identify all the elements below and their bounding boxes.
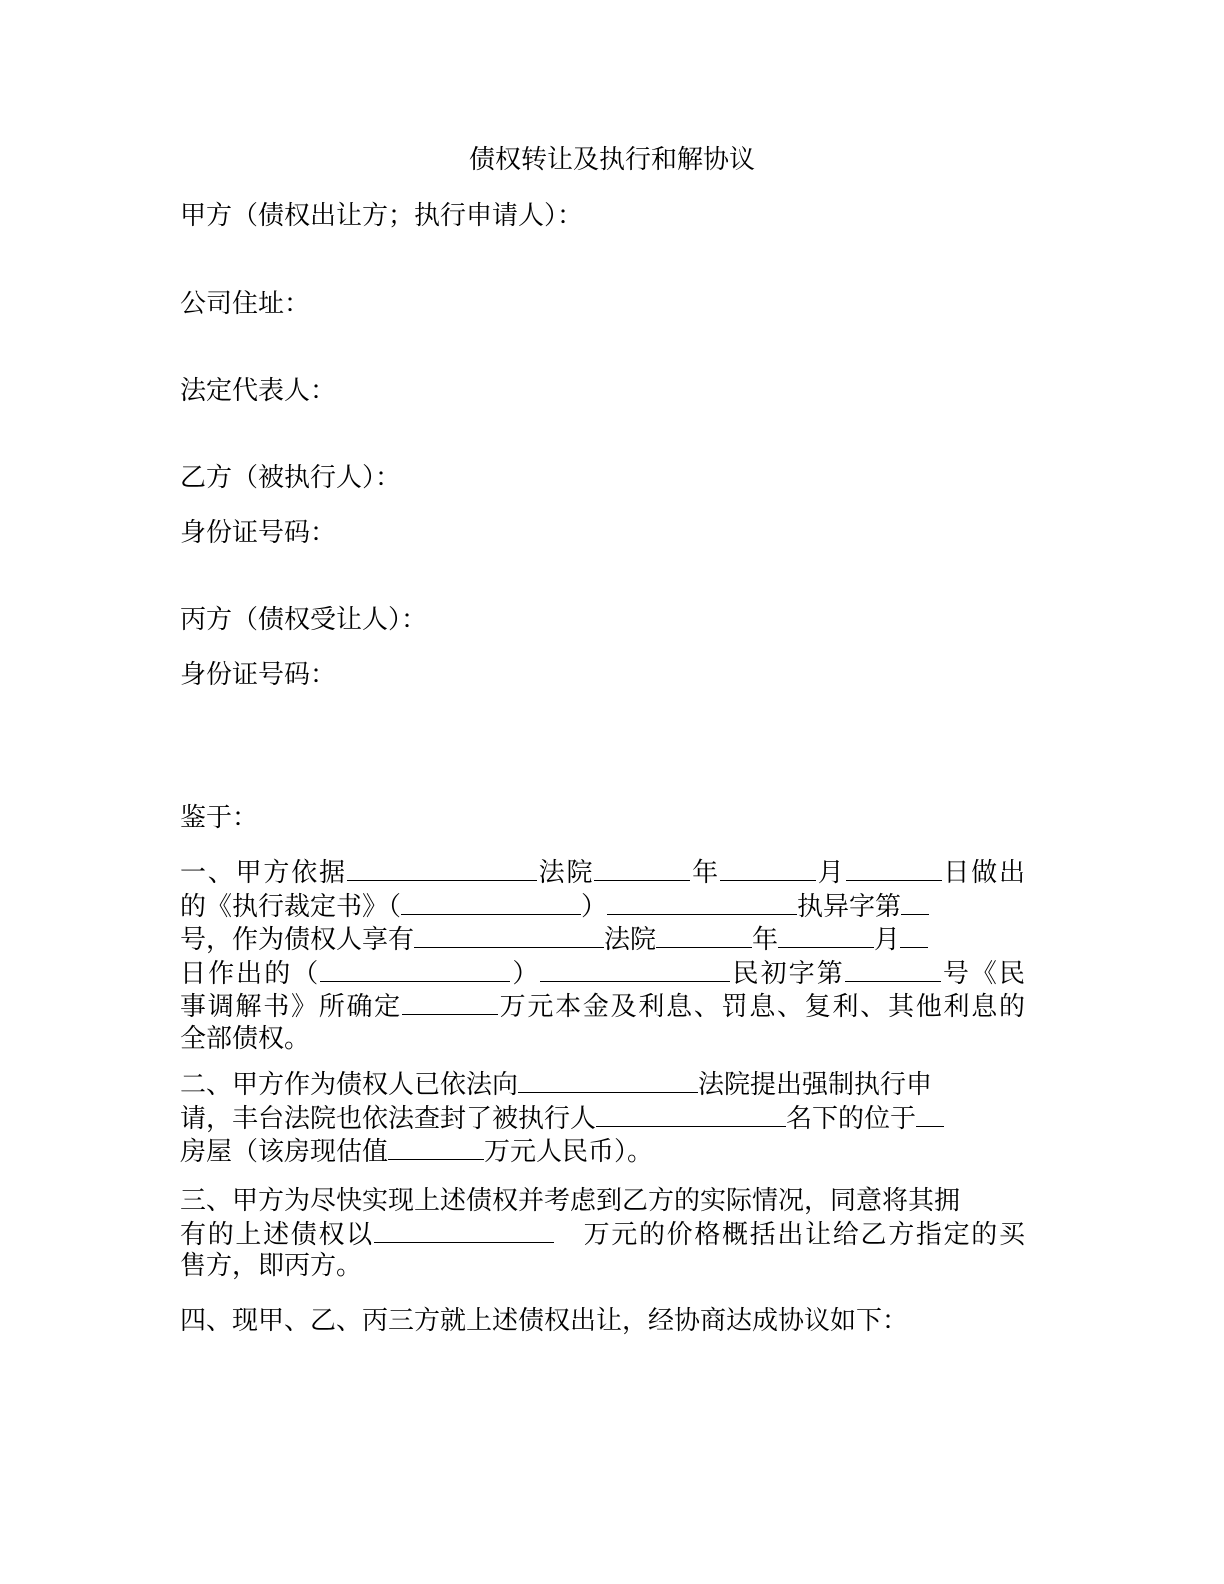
clause-text: 售方，即丙方。 (180, 1251, 363, 1281)
month-blank[interactable] (778, 923, 874, 948)
clause-text: 请，丰台法院也依法查封了被执行人 (180, 1103, 597, 1134)
clause-text: 事调解书》所确定 (180, 992, 402, 1022)
clause-line (180, 890, 1040, 924)
case-court-blank[interactable] (607, 890, 797, 915)
clause-text: 月 (874, 925, 901, 955)
clause-text: 号《民 (940, 958, 1025, 989)
clause-text: 有的上述债权以 (180, 1219, 374, 1250)
case-court-blank[interactable] (540, 957, 730, 982)
case-number-blank[interactable] (845, 957, 941, 982)
clause-line (180, 1024, 1040, 1056)
clause-text: 月 (815, 858, 846, 888)
clause-line (180, 856, 1025, 890)
clause-text: 名下的位于 (786, 1103, 917, 1134)
clause-text: 法院提出强制执行申 (698, 1070, 933, 1100)
recital-clause-1 (180, 856, 1040, 1055)
year-blank[interactable] (656, 923, 752, 948)
debtor-name-blank[interactable] (596, 1102, 786, 1127)
clause-line (180, 923, 1040, 957)
clause-text: 一、甲方依据 (180, 858, 347, 888)
year-blank[interactable] (594, 856, 690, 881)
court-name-blank[interactable] (414, 923, 604, 948)
case-year-blank[interactable] (320, 957, 510, 982)
recital-clause-3 (180, 1186, 1040, 1283)
clause-line (180, 957, 1025, 991)
clause-text: 执异字第 (797, 891, 902, 922)
clause-text: 三、甲方为尽快实现上述债权并考虑到乙方的实际情况，同意将其拥 (180, 1186, 961, 1216)
clause-line (180, 1218, 1025, 1252)
day-blank[interactable] (900, 923, 928, 948)
valuation-blank[interactable] (388, 1135, 484, 1160)
clause-line (180, 990, 1025, 1024)
clause-text: 民初字第 (730, 958, 845, 989)
legal-representative-label: 法定代表人： (180, 376, 337, 406)
clause-text: ） (510, 958, 541, 989)
amount-blank[interactable] (402, 990, 498, 1015)
clause-line (180, 1251, 1040, 1283)
clause-text: 万元人民币）。 (484, 1137, 654, 1167)
clause-text: 房屋（该房现估值 (180, 1137, 389, 1167)
clause-text: 年 (690, 858, 720, 888)
recitals-heading: 鉴于： (180, 803, 259, 833)
month-blank[interactable] (720, 856, 816, 881)
case-year-blank[interactable] (401, 890, 581, 915)
day-blank[interactable] (846, 856, 942, 881)
party-b-id-label: 身份证号码： (180, 518, 337, 548)
recital-clause-4 (180, 1306, 1040, 1338)
clause-line (180, 1102, 1040, 1136)
company-address-label: 公司住址： (180, 289, 311, 319)
price-blank[interactable] (374, 1218, 554, 1243)
clause-line (180, 1186, 1040, 1218)
clause-text: 四、现甲、乙、丙三方就上述债权出让，经协商达成协议如下： (180, 1306, 909, 1336)
party-b-label: 乙方（被执行人）： (180, 463, 402, 493)
clause-text: 日做出 (941, 858, 1025, 888)
party-c-id-label: 身份证号码： (180, 660, 337, 690)
clause-text: 万元的价格概括出让给乙方指定的买 (581, 1219, 1025, 1250)
clause-text: 日作出的（ (180, 958, 321, 989)
clause-line (180, 1306, 1040, 1338)
case-number-blank[interactable] (901, 890, 929, 915)
clause-text: 法院 (536, 858, 595, 888)
document-title: 债权转让及执行和解协议 (468, 145, 755, 175)
property-location-blank[interactable] (916, 1102, 944, 1127)
clause-line (180, 1068, 1040, 1102)
party-a-label: 甲方（债权出让方；执行申请人）： (180, 201, 584, 231)
clause-line (180, 1135, 1040, 1169)
clause-text: 万元本金及利息、罚息、复利、其他利息的 (497, 992, 1025, 1022)
clause-text: ） (581, 891, 608, 922)
clause-text: 二、甲方作为债权人已依法向 (180, 1070, 519, 1100)
clause-text: 法院 (604, 925, 657, 955)
party-c-label: 丙方（债权受让人）： (180, 605, 428, 635)
clause-text: 全部债权。 (180, 1023, 311, 1054)
clause-text: 年 (752, 925, 779, 955)
court-name-blank[interactable] (518, 1068, 698, 1093)
clause-text: 号，作为债权人享有 (180, 925, 415, 955)
clause-text: 的《执行裁定书》（ (180, 891, 402, 922)
recital-clause-2 (180, 1068, 1040, 1169)
court-name-blank[interactable] (347, 856, 537, 881)
